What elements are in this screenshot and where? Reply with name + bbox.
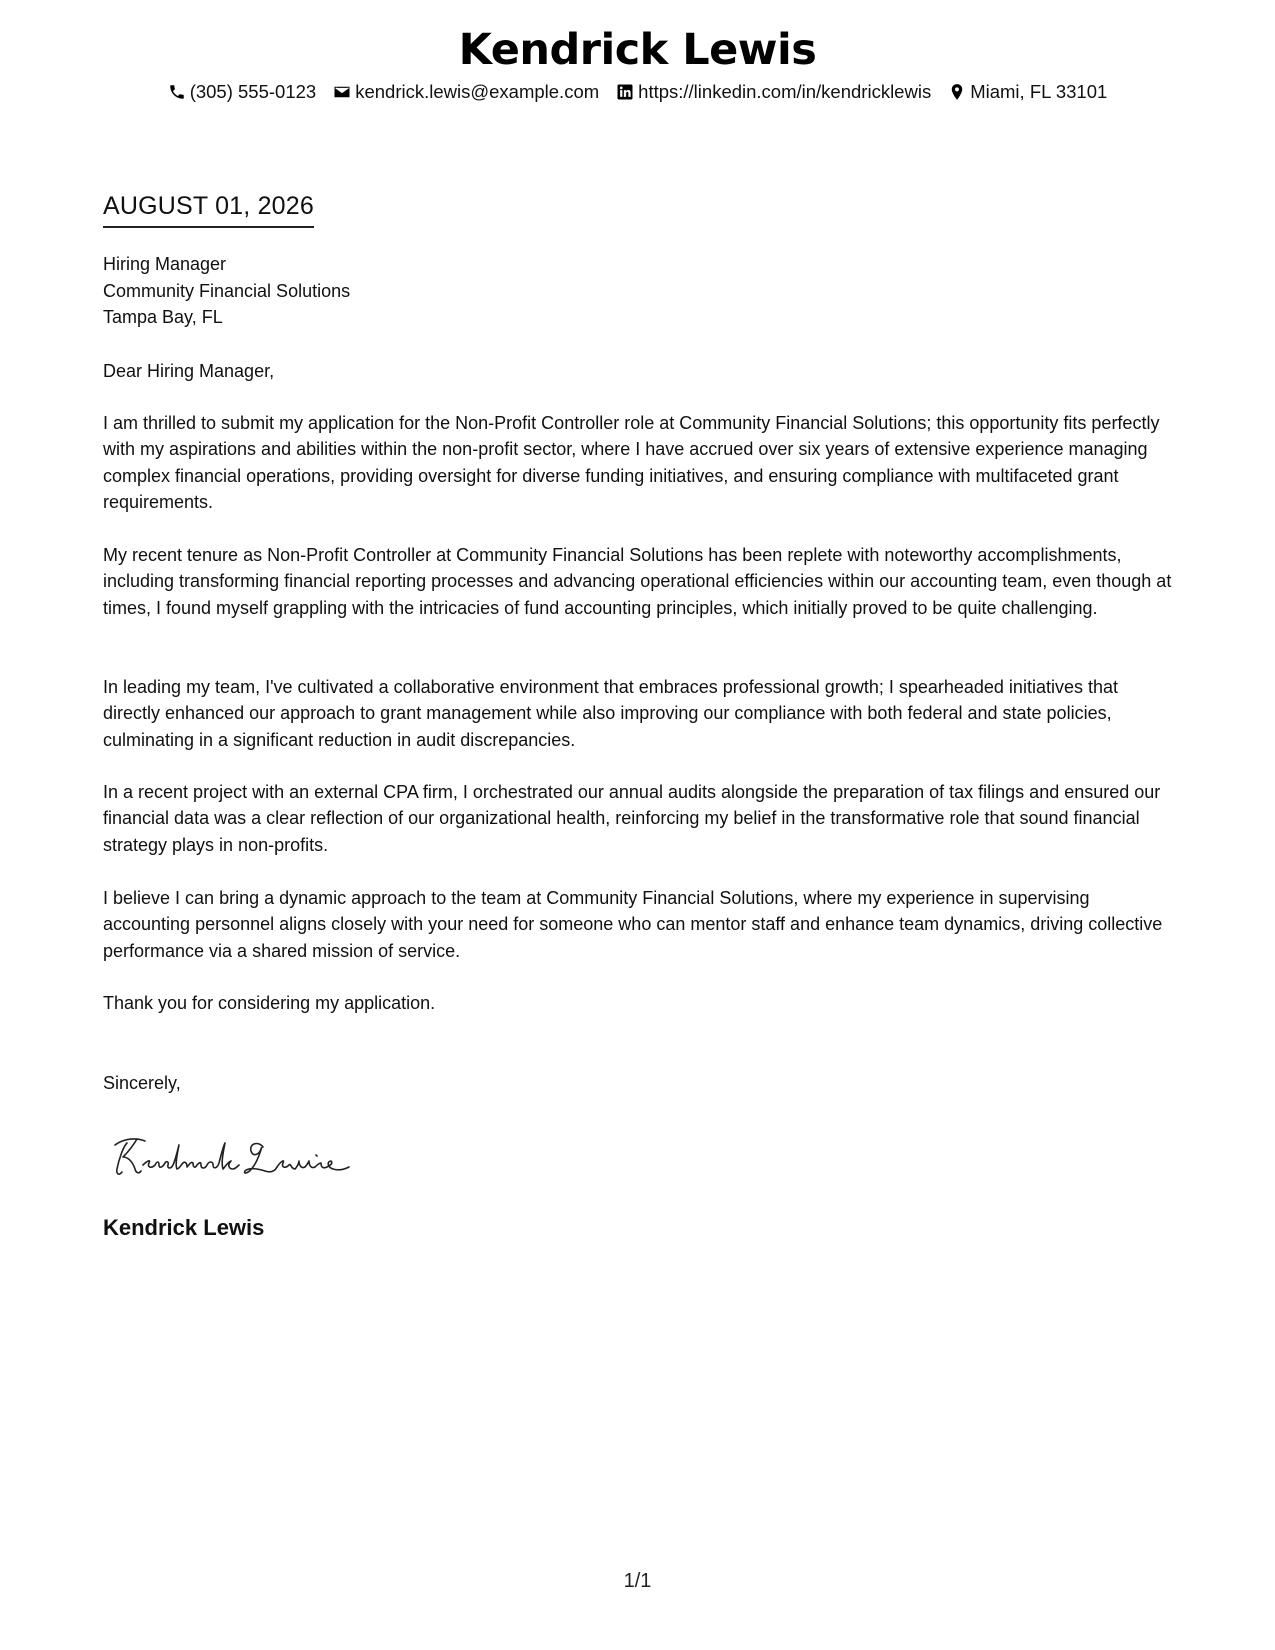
contact-location: [948, 80, 1107, 104]
paragraph-text: I am thrilled to submit my application for the Non-Profit Controller role at Community Financial Solutions; this opportunity fits perfectly with my aspirations and abilities within the non-profit sector, where I have accrued over six years of extensive experience managing complex financial operations, providing oversight for diverse funding initiatives, and ensuring compliance with multifaceted grant requirements.: [103, 413, 1160, 513]
paragraph-team-approach: [103, 885, 1178, 964]
contact-email: [333, 80, 599, 104]
location-text: Miami, FL 33101: [970, 81, 1108, 102]
applicant-name-heading: Kendrick Lewis: [458, 25, 817, 75]
letter-date: AUGUST 01, 2026: [103, 190, 314, 228]
signer-name: Kendrick Lewis: [103, 1215, 265, 1240]
paragraph-thank-you: [103, 990, 1178, 1016]
linkedin-icon: [616, 83, 634, 101]
linkedin-text[interactable]: https://linkedin.com/in/kendricklewis: [638, 81, 932, 102]
closing: Sincerely,: [103, 1073, 181, 1093]
paragraph-text: Thank you for considering my application.: [103, 993, 436, 1013]
contact-linkedin: [616, 80, 931, 104]
page-indicator: 1/1: [623, 1570, 652, 1592]
handwritten-signature-image: [113, 1125, 353, 1185]
recipient-block: [103, 251, 350, 331]
recipient-location: Tampa Bay, FL: [103, 307, 223, 327]
paragraph-tenure: [103, 542, 1178, 621]
map-marker-icon: [948, 83, 966, 101]
recipient-company: Community Financial Solutions: [103, 280, 351, 301]
paragraph-intro: [103, 410, 1178, 516]
paragraph-text: I believe I can bring a dynamic approach to the team at Community Financial Solutions, where my experience in supervising accounting personnel aligns closely with your need for someone who can mentor staff and enhance team dynamics, driving collective performance via a shared mission of service.: [103, 888, 1163, 961]
paragraph-text: In leading my team, I've cultivated a collaborative environment that embraces professional growth; I spearheaded initiatives that directly enhanced our approach to grant management while also improving our compliance with both federal and state policies, culminating in a significant reduction in audit discrepancies.: [103, 677, 1118, 750]
email-text[interactable]: kendrick.lewis@example.com: [355, 81, 600, 102]
phone-icon: [168, 83, 186, 101]
paragraph-audit-project: [103, 779, 1178, 858]
signature-drawing: [113, 1125, 353, 1185]
paragraph-text: In a recent project with an external CPA firm, I orchestrated our annual audits alongside the preparation of tax filings and ensured our financial data was a clear reflection of our organizational health, reinforcing my belief in the transformative role that sound financial strategy plays in non-profits.: [103, 782, 1161, 855]
recipient-title: Hiring Manager: [103, 254, 227, 274]
phone-text[interactable]: (305) 555-0123: [189, 81, 317, 102]
envelope-icon: [333, 83, 351, 101]
paragraph-leadership: [103, 674, 1178, 753]
contact-phone: [168, 80, 317, 104]
salutation: Dear Hiring Manager,: [103, 361, 275, 381]
contact-info-row: [0, 80, 1275, 104]
paragraph-text: My recent tenure as Non-Profit Controller at Community Financial Solutions has been replete with noteworthy accomplishments, including transforming financial reporting processes and advancing operational efficiencies within our accounting team, even though at times, I found myself grappling with the intricacies of fund accounting principles, which initially proved to be quite challenging.: [103, 545, 1172, 618]
